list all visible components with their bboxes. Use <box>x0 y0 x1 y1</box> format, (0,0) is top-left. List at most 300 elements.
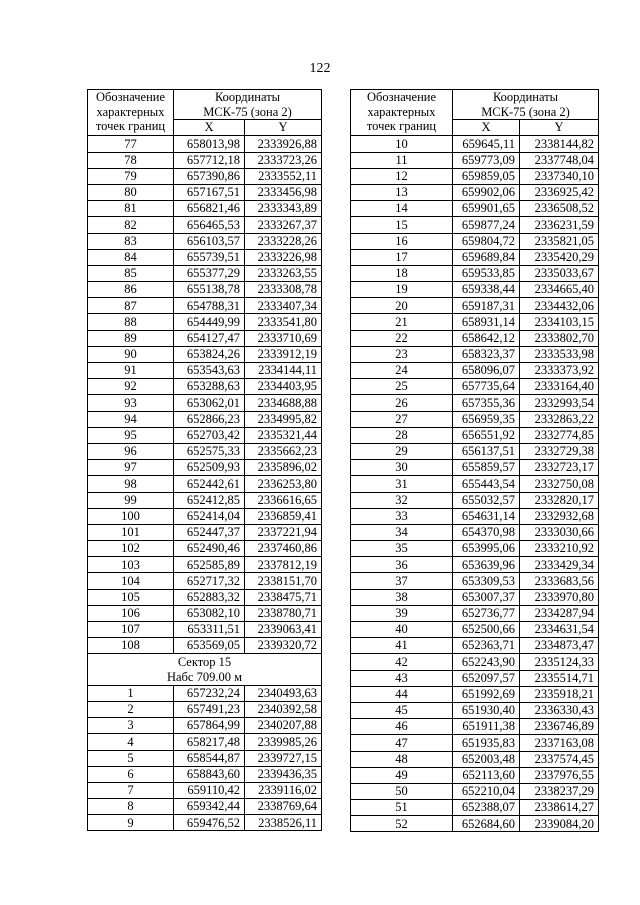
y-coordinate: 2337163,08 <box>520 735 599 751</box>
y-coordinate: 2333164,40 <box>520 379 599 395</box>
x-coordinate: 653543,63 <box>174 363 245 379</box>
point-number: 47 <box>351 735 453 751</box>
table-row <box>351 735 599 751</box>
y-coordinate: 2335321,44 <box>245 427 322 443</box>
table-row <box>351 233 599 249</box>
y-coordinate: 2332774,85 <box>520 427 599 443</box>
x-coordinate: 658096,07 <box>453 363 520 379</box>
y-coordinate: 2339985,26 <box>245 734 322 750</box>
table-row <box>88 282 322 298</box>
x-coordinate: 655032,57 <box>453 492 520 508</box>
coordinate-system-label: МСК-75 (зона 2) <box>203 104 292 119</box>
y-coordinate: 2339063,41 <box>245 622 322 638</box>
point-number: 48 <box>351 751 453 767</box>
y-coordinate: 2334403,95 <box>245 379 322 395</box>
y-coordinate: 2333912,19 <box>245 346 322 362</box>
x-coordinate: 652412,85 <box>174 492 245 508</box>
point-number: 9 <box>88 815 174 831</box>
designation-header-line: точек границ <box>95 119 166 134</box>
point-number: 97 <box>88 460 174 476</box>
x-coordinate: 653062,01 <box>174 395 245 411</box>
point-number: 51 <box>351 800 453 816</box>
point-number: 80 <box>88 184 174 200</box>
point-number: 89 <box>88 330 174 346</box>
header-row <box>88 90 322 120</box>
table-row <box>88 766 322 782</box>
table-row <box>88 508 322 524</box>
y-coordinate: 2334631,54 <box>520 622 599 638</box>
point-number: 21 <box>351 314 453 330</box>
x-coordinate: 654127,47 <box>174 330 245 346</box>
point-number: 41 <box>351 638 453 654</box>
point-number: 81 <box>88 201 174 217</box>
y-coordinate: 2336253,80 <box>245 476 322 492</box>
point-number: 98 <box>88 476 174 492</box>
table-row <box>88 168 322 184</box>
y-coordinate: 2333267,37 <box>245 217 322 233</box>
table-row <box>88 217 322 233</box>
table-row <box>351 201 599 217</box>
coordinates-header <box>453 90 599 120</box>
x-coordinate: 659773,09 <box>453 152 520 168</box>
table-row <box>351 298 599 314</box>
designation-header-line: точек границ <box>366 119 437 134</box>
point-number: 79 <box>88 168 174 184</box>
point-number: 7 <box>88 782 174 798</box>
point-number: 95 <box>88 427 174 443</box>
x-coordinate: 653082,10 <box>174 605 245 621</box>
x-coordinate: 658544,87 <box>174 750 245 766</box>
y-coordinate: 2338526,11 <box>245 815 322 831</box>
x-header: X <box>453 120 520 136</box>
x-coordinate: 655739,51 <box>174 249 245 265</box>
x-coordinate: 655377,29 <box>174 265 245 281</box>
point-number: 33 <box>351 508 453 524</box>
point-number: 8 <box>88 799 174 815</box>
x-coordinate: 651992,69 <box>453 686 520 702</box>
coordinates-header-title: Координаты <box>492 90 559 104</box>
y-coordinate: 2339727,15 <box>245 750 322 766</box>
y-coordinate: 2336746,89 <box>520 719 599 735</box>
table-row <box>88 557 322 573</box>
x-coordinate: 659901,65 <box>453 201 520 217</box>
point-number: 93 <box>88 395 174 411</box>
y-coordinate: 2333970,80 <box>520 589 599 605</box>
table-row <box>351 686 599 702</box>
y-coordinate: 2333541,80 <box>245 314 322 330</box>
x-coordinate: 652097,57 <box>453 670 520 686</box>
table-row <box>88 298 322 314</box>
table-row <box>88 346 322 362</box>
point-number: 96 <box>88 443 174 459</box>
table-row <box>88 314 322 330</box>
table-row <box>351 152 599 168</box>
point-number: 1 <box>88 685 174 701</box>
x-coordinate: 652866,23 <box>174 411 245 427</box>
y-coordinate: 2333228,26 <box>245 233 322 249</box>
y-coordinate: 2332820,17 <box>520 492 599 508</box>
x-coordinate: 659859,05 <box>453 168 520 184</box>
point-number: 46 <box>351 719 453 735</box>
y-coordinate: 2333926,88 <box>245 136 322 152</box>
designation-header <box>88 90 174 136</box>
table-row <box>88 815 322 831</box>
y-coordinate: 2333407,34 <box>245 298 322 314</box>
x-coordinate: 652585,89 <box>174 557 245 573</box>
y-coordinate: 2334287,94 <box>520 605 599 621</box>
x-coordinate: 657735,64 <box>453 379 520 395</box>
table-row <box>351 427 599 443</box>
x-coordinate: 653007,37 <box>453 589 520 605</box>
point-number: 78 <box>88 152 174 168</box>
x-coordinate: 658323,37 <box>453 346 520 362</box>
sector-height: Набс 709.00 м <box>88 670 322 686</box>
point-number: 90 <box>88 346 174 362</box>
y-coordinate: 2333030,66 <box>520 524 599 540</box>
point-number: 92 <box>88 379 174 395</box>
point-number: 37 <box>351 573 453 589</box>
point-number: 102 <box>88 541 174 557</box>
x-coordinate: 653824,26 <box>174 346 245 362</box>
y-coordinate: 2338475,71 <box>245 589 322 605</box>
table-row <box>351 184 599 200</box>
y-coordinate: 2334995,82 <box>245 411 322 427</box>
y-coordinate: 2339436,35 <box>245 766 322 782</box>
table-row <box>351 800 599 816</box>
point-number: 107 <box>88 622 174 638</box>
y-coordinate: 2333710,69 <box>245 330 322 346</box>
y-coordinate: 2333802,70 <box>520 330 599 346</box>
x-coordinate: 652447,37 <box>174 524 245 540</box>
table-row <box>88 685 322 701</box>
y-coordinate: 2334144,11 <box>245 363 322 379</box>
x-coordinate: 653569,05 <box>174 638 245 654</box>
y-coordinate: 2333210,92 <box>520 541 599 557</box>
coordinates-table-right <box>350 89 599 832</box>
point-number: 27 <box>351 411 453 427</box>
point-number: 32 <box>351 492 453 508</box>
point-number: 82 <box>88 217 174 233</box>
table-row <box>351 605 599 621</box>
y-coordinate: 2333552,11 <box>245 168 322 184</box>
x-coordinate: 654788,31 <box>174 298 245 314</box>
x-coordinate: 659187,31 <box>453 298 520 314</box>
sector-row <box>88 670 322 686</box>
table-row <box>351 460 599 476</box>
point-number: 50 <box>351 783 453 799</box>
table-row <box>351 136 599 152</box>
y-coordinate: 2333308,78 <box>245 282 322 298</box>
y-coordinate: 2332750,08 <box>520 476 599 492</box>
table-row <box>351 524 599 540</box>
y-coordinate: 2340207,88 <box>245 718 322 734</box>
table-row <box>351 217 599 233</box>
point-number: 86 <box>88 282 174 298</box>
point-number: 4 <box>88 734 174 750</box>
table-row <box>351 751 599 767</box>
point-number: 5 <box>88 750 174 766</box>
y-coordinate: 2333683,56 <box>520 573 599 589</box>
y-coordinate: 2332993,54 <box>520 395 599 411</box>
table-row <box>351 783 599 799</box>
coordinates-header-title: Координаты <box>214 90 281 104</box>
point-number: 84 <box>88 249 174 265</box>
point-number: 39 <box>351 605 453 621</box>
designation-header-line: Обозначение <box>95 90 166 104</box>
y-coordinate: 2332932,68 <box>520 508 599 524</box>
point-number: 31 <box>351 476 453 492</box>
y-coordinate: 2340392,58 <box>245 701 322 717</box>
x-coordinate: 652442,61 <box>174 476 245 492</box>
x-coordinate: 654631,14 <box>453 508 520 524</box>
x-coordinate: 659476,52 <box>174 815 245 831</box>
header-row <box>351 90 599 120</box>
x-coordinate: 653639,96 <box>453 557 520 573</box>
table-row <box>351 168 599 184</box>
point-number: 11 <box>351 152 453 168</box>
point-number: 24 <box>351 363 453 379</box>
point-number: 44 <box>351 686 453 702</box>
x-coordinate: 652243,90 <box>453 654 520 670</box>
y-coordinate: 2336616,65 <box>245 492 322 508</box>
x-coordinate: 655443,54 <box>453 476 520 492</box>
y-coordinate: 2334688,88 <box>245 395 322 411</box>
x-coordinate: 652684,60 <box>453 816 520 832</box>
sector-row <box>88 654 322 670</box>
y-coordinate: 2336925,42 <box>520 184 599 200</box>
table-row <box>351 363 599 379</box>
table-row <box>351 282 599 298</box>
table-row <box>88 782 322 798</box>
coordinates-table-left <box>87 89 322 831</box>
x-coordinate: 659877,24 <box>453 217 520 233</box>
y-coordinate: 2335821,05 <box>520 233 599 249</box>
y-coordinate: 2335033,67 <box>520 265 599 281</box>
table-row <box>351 573 599 589</box>
table-row <box>351 767 599 783</box>
y-coordinate: 2333343,89 <box>245 201 322 217</box>
table-row <box>351 670 599 686</box>
table-row <box>351 508 599 524</box>
y-coordinate: 2338614,27 <box>520 800 599 816</box>
x-coordinate: 656551,92 <box>453 427 520 443</box>
y-coordinate: 2339084,20 <box>520 816 599 832</box>
y-coordinate: 2337748,04 <box>520 152 599 168</box>
point-number: 15 <box>351 217 453 233</box>
point-number: 104 <box>88 573 174 589</box>
x-coordinate: 653288,63 <box>174 379 245 395</box>
x-coordinate: 652388,07 <box>453 800 520 816</box>
y-coordinate: 2339116,02 <box>245 782 322 798</box>
point-number: 91 <box>88 363 174 379</box>
y-coordinate: 2335896,02 <box>245 460 322 476</box>
x-coordinate: 655859,57 <box>453 460 520 476</box>
y-coordinate: 2339320,72 <box>245 638 322 654</box>
x-coordinate: 653309,53 <box>453 573 520 589</box>
table-row <box>88 379 322 395</box>
x-coordinate: 659804,72 <box>453 233 520 249</box>
x-coordinate: 659110,42 <box>174 782 245 798</box>
y-coordinate: 2336330,43 <box>520 702 599 718</box>
y-coordinate: 2337812,19 <box>245 557 322 573</box>
table-row <box>351 265 599 281</box>
table-row <box>351 654 599 670</box>
table-row <box>88 573 322 589</box>
table-row <box>351 816 599 832</box>
x-coordinate: 656137,51 <box>453 443 520 459</box>
x-coordinate: 651930,40 <box>453 702 520 718</box>
point-number: 40 <box>351 622 453 638</box>
point-number: 94 <box>88 411 174 427</box>
x-coordinate: 657712,18 <box>174 152 245 168</box>
table-row <box>88 443 322 459</box>
x-coordinate: 652717,32 <box>174 573 245 589</box>
y-coordinate: 2334873,47 <box>520 638 599 654</box>
y-coordinate: 2334432,06 <box>520 298 599 314</box>
page-number: 122 <box>309 61 331 76</box>
table-row <box>88 395 322 411</box>
designation-header-line: Обозначение <box>366 90 437 104</box>
y-coordinate: 2337340,10 <box>520 168 599 184</box>
y-coordinate: 2333373,92 <box>520 363 599 379</box>
y-coordinate: 2332863,22 <box>520 411 599 427</box>
y-coordinate: 2334665,40 <box>520 282 599 298</box>
x-coordinate: 652703,42 <box>174 427 245 443</box>
table-row <box>88 249 322 265</box>
y-coordinate: 2335124,33 <box>520 654 599 670</box>
x-coordinate: 652003,48 <box>453 751 520 767</box>
x-coordinate: 652490,46 <box>174 541 245 557</box>
x-coordinate: 652500,66 <box>453 622 520 638</box>
table-row <box>351 411 599 427</box>
x-coordinate: 652113,60 <box>453 767 520 783</box>
x-coordinate: 658843,60 <box>174 766 245 782</box>
table-row <box>351 638 599 654</box>
table-row <box>351 492 599 508</box>
x-coordinate: 655138,78 <box>174 282 245 298</box>
point-number: 29 <box>351 443 453 459</box>
point-number: 17 <box>351 249 453 265</box>
table-row <box>351 395 599 411</box>
y-header: Y <box>520 120 599 136</box>
y-coordinate: 2333429,34 <box>520 557 599 573</box>
x-coordinate: 659902,06 <box>453 184 520 200</box>
table-row <box>88 701 322 717</box>
table-row <box>88 638 322 654</box>
table-row <box>88 411 322 427</box>
table-row <box>351 719 599 735</box>
table-row <box>88 427 322 443</box>
x-coordinate: 657355,36 <box>453 395 520 411</box>
y-coordinate: 2335514,71 <box>520 670 599 686</box>
x-coordinate: 652210,04 <box>453 783 520 799</box>
point-number: 20 <box>351 298 453 314</box>
y-coordinate: 2335918,21 <box>520 686 599 702</box>
x-coordinate: 659689,84 <box>453 249 520 265</box>
table-row <box>88 330 322 346</box>
table-row <box>88 622 322 638</box>
y-header: Y <box>245 120 322 136</box>
table-row <box>88 476 322 492</box>
x-coordinate: 658931,14 <box>453 314 520 330</box>
point-number: 45 <box>351 702 453 718</box>
x-coordinate: 659645,11 <box>453 136 520 152</box>
y-coordinate: 2334103,15 <box>520 314 599 330</box>
x-coordinate: 653311,51 <box>174 622 245 638</box>
point-number: 10 <box>351 136 453 152</box>
table-row <box>88 718 322 734</box>
x-coordinate: 659533,85 <box>453 265 520 281</box>
x-coordinate: 653995,06 <box>453 541 520 557</box>
point-number: 26 <box>351 395 453 411</box>
y-coordinate: 2338237,29 <box>520 783 599 799</box>
point-number: 105 <box>88 589 174 605</box>
x-coordinate: 657390,86 <box>174 168 245 184</box>
x-coordinate: 656959,35 <box>453 411 520 427</box>
point-number: 16 <box>351 233 453 249</box>
table-row <box>351 541 599 557</box>
table-row <box>88 492 322 508</box>
y-coordinate: 2332723,17 <box>520 460 599 476</box>
table-row <box>351 557 599 573</box>
x-coordinate: 658217,48 <box>174 734 245 750</box>
point-number: 101 <box>88 524 174 540</box>
x-coordinate: 652363,71 <box>453 638 520 654</box>
table-row <box>351 443 599 459</box>
point-number: 49 <box>351 767 453 783</box>
y-coordinate: 2338151,70 <box>245 573 322 589</box>
point-number: 3 <box>88 718 174 734</box>
y-coordinate: 2335662,23 <box>245 443 322 459</box>
point-number: 36 <box>351 557 453 573</box>
x-coordinate: 658013,98 <box>174 136 245 152</box>
point-number: 25 <box>351 379 453 395</box>
y-coordinate: 2335420,29 <box>520 249 599 265</box>
y-coordinate: 2337574,45 <box>520 751 599 767</box>
point-number: 30 <box>351 460 453 476</box>
x-coordinate: 652883,32 <box>174 589 245 605</box>
coordinates-header <box>174 90 322 120</box>
y-coordinate: 2336859,41 <box>245 508 322 524</box>
x-coordinate: 656103,57 <box>174 233 245 249</box>
x-header: X <box>174 120 245 136</box>
x-coordinate: 652575,33 <box>174 443 245 459</box>
x-coordinate: 651911,38 <box>453 719 520 735</box>
table-row <box>88 605 322 621</box>
y-coordinate: 2337221,94 <box>245 524 322 540</box>
table-row <box>88 184 322 200</box>
point-number: 18 <box>351 265 453 281</box>
point-number: 23 <box>351 346 453 362</box>
y-coordinate: 2333263,55 <box>245 265 322 281</box>
point-number: 19 <box>351 282 453 298</box>
y-coordinate: 2333226,98 <box>245 249 322 265</box>
table-row <box>88 265 322 281</box>
x-coordinate: 657491,23 <box>174 701 245 717</box>
table-row <box>351 346 599 362</box>
table-row <box>88 460 322 476</box>
table-row <box>88 541 322 557</box>
table-row <box>351 589 599 605</box>
point-number: 87 <box>88 298 174 314</box>
point-number: 34 <box>351 524 453 540</box>
y-coordinate: 2333533,98 <box>520 346 599 362</box>
point-number: 103 <box>88 557 174 573</box>
point-number: 35 <box>351 541 453 557</box>
table-row <box>351 330 599 346</box>
table-row <box>351 702 599 718</box>
table-row <box>351 476 599 492</box>
